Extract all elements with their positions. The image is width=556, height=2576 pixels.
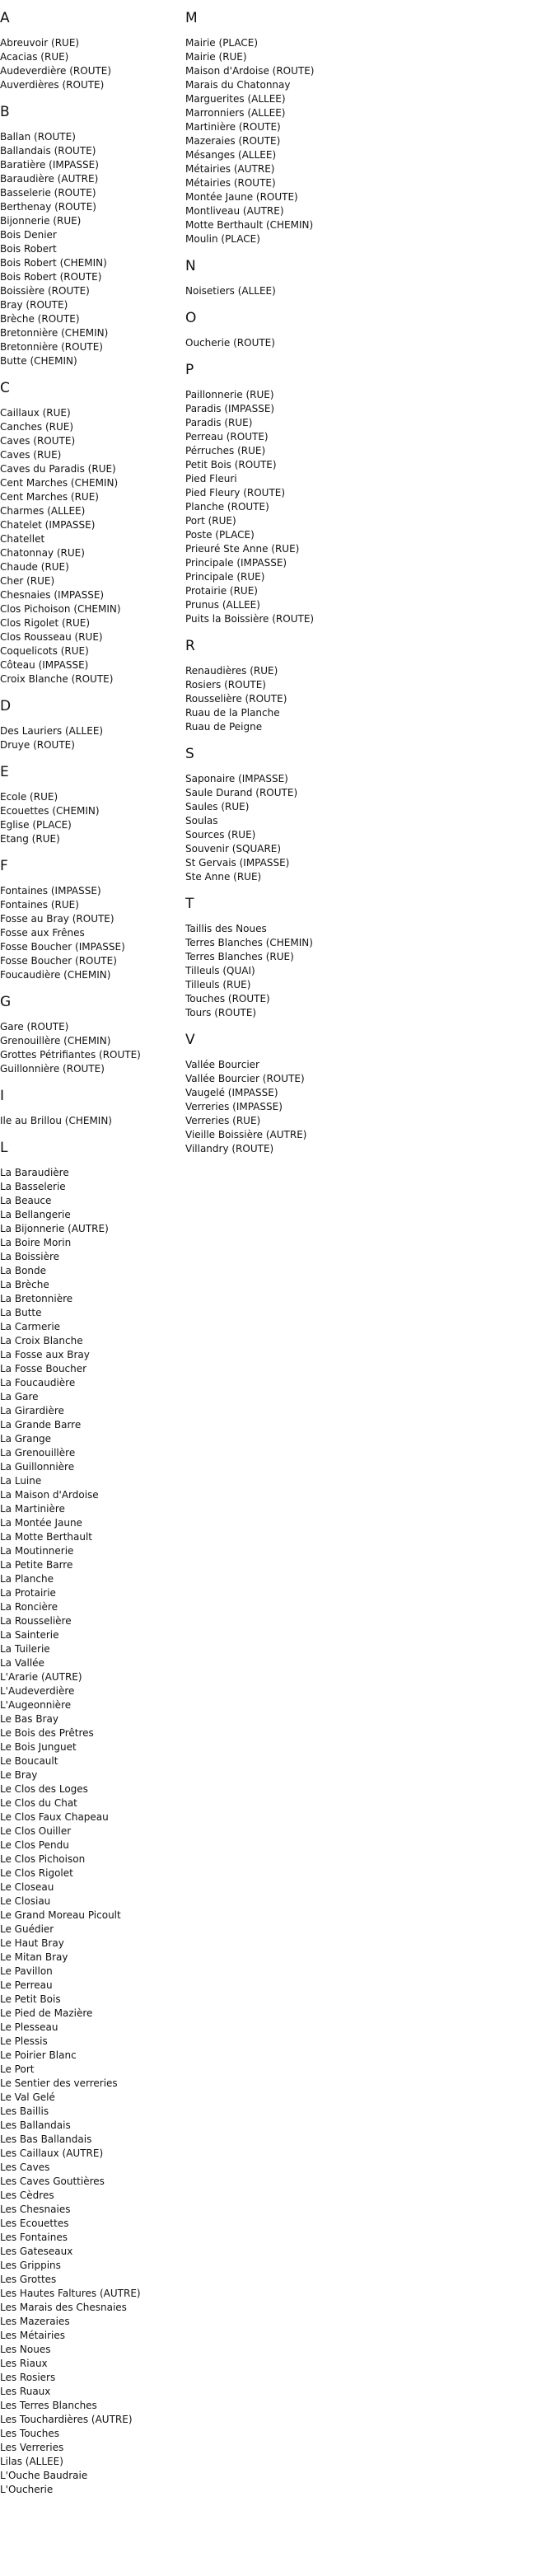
street-item[interactable]: Guillonnière (ROUTE) [0,1063,105,1075]
street-item[interactable]: Fosse Boucher (ROUTE) [0,955,117,967]
street-item[interactable]: Cent Marches (RUE) [0,491,99,503]
street-item[interactable]: Mairie (RUE) [185,51,247,63]
street-item[interactable]: Eglise (PLACE) [0,819,72,831]
letter-heading: D [0,698,12,714]
street-item[interactable]: La Gare [0,1391,39,1403]
street-item[interactable]: Gare (ROUTE) [0,1021,69,1033]
street-item[interactable]: La Rousselière [0,1615,72,1627]
street-list [185,1058,362,1156]
street-item[interactable]: Les Ecouettes [0,2218,69,2229]
street-list [185,664,362,734]
letter-group [0,380,177,686]
street-item[interactable]: Le Plesseau [0,2021,58,2033]
letter-heading: P [185,362,194,378]
street-item[interactable]: Prieuré Ste Anne (RUE) [185,543,300,555]
street-item[interactable]: Les Touches [0,2428,59,2439]
street-item[interactable]: Terres Blanches (RUE) [185,951,294,962]
street-item[interactable]: St Gervais (IMPASSE) [185,857,290,869]
letter-heading: L [0,1140,8,1156]
street-item[interactable]: La Bretonnière [0,1293,73,1304]
street-item[interactable]: La Foucaudière [0,1377,76,1389]
street-item[interactable]: Paradis (RUE) [185,417,253,429]
letter-heading: B [0,104,10,120]
letter-group [0,994,177,1076]
street-item[interactable]: Chaude (RUE) [0,561,69,573]
letter-heading: N [185,258,196,274]
street-item[interactable]: Vieille Boissière (AUTRE) [185,1129,307,1140]
street-item[interactable]: Moulin (PLACE) [185,233,260,245]
street-index-left-column [0,0,177,2497]
street-item[interactable]: Paillonnerie (RUE) [185,389,274,400]
letter-heading: V [185,1032,195,1048]
street-item[interactable]: Planche (ROUTE) [185,501,269,513]
street-item[interactable]: Le Mitan Bray [0,1951,68,1963]
street-item[interactable]: Poste (PLACE) [185,529,255,541]
street-item[interactable]: Le Petit Bois [0,1993,61,2005]
street-item[interactable]: Tilleuls (RUE) [185,979,251,991]
street-item[interactable]: Acacias (RUE) [0,51,69,63]
street-item[interactable]: Vaugelé (IMPASSE) [185,1087,278,1098]
street-item[interactable]: Berthenay (ROUTE) [0,201,96,213]
letter-group [0,698,177,752]
letter-group [185,310,362,350]
street-item[interactable]: Druye (ROUTE) [0,739,75,751]
street-item[interactable]: Les Noues [0,2344,51,2355]
street-item[interactable]: L'Audeverdière [0,1685,75,1697]
street-item[interactable]: Les Verreries [0,2442,64,2453]
street-item[interactable]: Grottes Pétrifiantes (ROUTE) [0,1049,141,1061]
street-item[interactable]: Boissière (ROUTE) [0,285,90,297]
street-index-right-column [185,0,362,1156]
letter-heading: T [185,896,194,912]
street-item[interactable]: La Baraudière [0,1167,69,1178]
letter-heading: F [0,858,8,874]
street-list [0,1020,177,1076]
letter-group [185,638,362,734]
street-list [185,772,362,884]
street-item[interactable]: La Protairie [0,1587,56,1599]
street-item[interactable]: Vallée Bourcier (ROUTE) [185,1073,305,1084]
street-item[interactable]: Le Clos Pichoison [0,1853,86,1865]
street-item[interactable]: Caves (ROUTE) [0,435,76,447]
street-item[interactable]: La Carmerie [0,1321,61,1332]
street-item[interactable]: La Planche [0,1573,54,1585]
street-item[interactable]: Ballan (ROUTE) [0,131,76,143]
street-item[interactable]: Petit Bois (ROUTE) [185,459,277,471]
letter-heading: C [0,380,10,396]
letter-group [0,104,177,368]
street-item[interactable]: Baratière (IMPASSE) [0,159,99,171]
street-item[interactable]: Les Rosiers [0,2372,56,2383]
street-item[interactable]: Des Lauriers (ALLEE) [0,725,104,737]
street-item[interactable]: La Montée Jaune [0,1517,82,1529]
street-item[interactable]: Le Bas Bray [0,1713,58,1725]
letter-heading: G [0,994,12,1010]
street-item[interactable]: Canches (RUE) [0,421,74,433]
street-item[interactable]: Montée Jaune (ROUTE) [185,191,298,203]
street-item[interactable]: La Grande Barre [0,1419,82,1431]
street-item[interactable]: Ballandais (ROUTE) [0,145,96,157]
street-item[interactable]: Le Clos Ouiller [0,1825,72,1837]
street-item[interactable]: L'Ouche Baudraie [0,2470,88,2481]
street-item[interactable]: Bretonnière (CHEMIN) [0,327,109,339]
street-item[interactable]: Le Clos Faux Chapeau [0,1811,109,1823]
letter-group [0,858,177,982]
street-item[interactable]: Le Val Gelé [0,2091,55,2103]
street-item[interactable]: Ecouettes (CHEMIN) [0,805,100,817]
street-item[interactable]: Les Grottes [0,2274,57,2285]
street-item[interactable]: Montliveau (AUTRE) [185,205,284,217]
street-item[interactable]: Le Bois Junguet [0,1741,77,1753]
street-item[interactable]: Le Bois des Prêtres [0,1727,94,1739]
street-item[interactable]: Butte (CHEMIN) [0,355,77,367]
street-item[interactable]: Les Ballandais [0,2119,71,2131]
street-item[interactable]: Chatonnay (RUE) [0,547,85,559]
street-item[interactable]: Le Clos des Loges [0,1783,88,1795]
street-item[interactable]: Prunus (ALLEE) [185,599,260,611]
street-item[interactable]: Les Fontaines [0,2232,68,2243]
street-item[interactable]: Mairie (PLACE) [185,37,259,49]
street-item[interactable]: Bois Robert (ROUTE) [0,271,102,283]
street-item[interactable]: La Grange [0,1433,52,1445]
street-item[interactable]: Basselerie (ROUTE) [0,187,96,199]
street-item[interactable]: Chatellet [0,533,45,545]
street-item[interactable]: Le Closeau [0,1881,54,1893]
street-item[interactable]: Le Perreau [0,1979,53,1991]
letter-heading: R [185,638,195,654]
street-item[interactable]: Etang (RUE) [0,833,60,845]
letter-group [185,746,362,884]
street-item[interactable]: Les Métairies [0,2330,65,2341]
street-item[interactable]: L'Oucherie [0,2484,54,2495]
letter-group [0,10,177,92]
street-item[interactable]: La Bellangerie [0,1209,71,1220]
street-item[interactable]: Touches (ROUTE) [185,993,270,1005]
letter-group [185,10,362,246]
street-item[interactable]: Les Caves Gouttières [0,2176,105,2187]
letter-group [0,1088,177,1128]
street-item[interactable]: Le Plessis [0,2035,48,2047]
street-item[interactable]: Tours (ROUTE) [185,1007,257,1019]
street-item[interactable]: Cher (RUE) [0,575,55,587]
street-item[interactable]: La Basselerie [0,1181,66,1192]
street-item[interactable]: La Butte [0,1307,42,1318]
street-item[interactable]: Port (RUE) [185,515,236,527]
letter-heading: I [0,1088,5,1104]
street-item[interactable]: Mazeraies (ROUTE) [185,135,281,147]
street-item[interactable]: La Beauce [0,1195,52,1206]
street-item[interactable]: Ste Anne (RUE) [185,871,262,883]
street-item[interactable]: L'Augeonnière [0,1699,72,1711]
street-item[interactable]: Le Guédier [0,1923,54,1935]
street-item[interactable]: La Boissière [0,1251,60,1262]
street-item[interactable]: Pied Fleuri [185,473,237,485]
street-item[interactable]: Vallée Bourcier [185,1059,259,1070]
street-item[interactable]: La Moutinnerie [0,1545,74,1557]
street-item[interactable]: Perreau (ROUTE) [185,431,269,443]
street-item[interactable]: Clos Pichoison (CHEMIN) [0,603,121,615]
street-item[interactable]: Clos Rigolet (RUE) [0,617,91,629]
letter-heading: E [0,764,9,780]
street-item[interactable]: Croix Blanche (ROUTE) [0,673,114,685]
street-list [185,284,362,298]
street-item[interactable]: Tilleuls (QUAI) [185,965,255,977]
street-item[interactable]: Les Caves [0,2161,50,2173]
letter-heading: A [0,10,10,26]
street-item[interactable]: Ruau de Peigne [185,721,263,733]
street-item[interactable]: Les Bas Ballandais [0,2133,92,2145]
street-item[interactable]: Le Haut Bray [0,1937,64,1949]
street-list [0,1114,177,1128]
street-item[interactable]: Le Grand Moreau Picoult [0,1909,121,1921]
street-item[interactable]: La Tuilerie [0,1643,50,1655]
letter-group [185,258,362,298]
street-item[interactable]: La Bonde [0,1265,47,1276]
street-item[interactable]: La Guillonnière [0,1461,75,1473]
street-item[interactable]: Chatelet (IMPASSE) [0,519,96,531]
street-item[interactable]: La Brèche [0,1279,49,1290]
street-item[interactable]: Bretonnière (ROUTE) [0,341,103,353]
street-list [0,724,177,752]
street-item[interactable]: Terres Blanches (CHEMIN) [185,937,313,948]
street-item[interactable]: Baraudière (AUTRE) [0,173,99,185]
street-item[interactable]: Le Clos Rigolet [0,1867,73,1879]
street-item[interactable]: Principale (IMPASSE) [185,557,287,569]
street-item[interactable]: La Petite Barre [0,1559,73,1571]
street-item[interactable]: Auverdières (ROUTE) [0,79,105,91]
street-item[interactable]: Le Boucault [0,1755,58,1767]
street-item[interactable]: Marronniers (ALLEE) [185,107,286,119]
street-item[interactable]: Principale (RUE) [185,571,265,583]
street-item[interactable]: Fontaines (IMPASSE) [0,885,101,897]
street-item[interactable]: Les Mazeraies [0,2316,70,2327]
street-item[interactable]: Les Chesnaies [0,2204,71,2215]
street-item[interactable]: Côteau (IMPASSE) [0,659,89,671]
street-item[interactable]: Bois Denier [0,229,57,241]
street-item[interactable]: Oucherie (ROUTE) [185,337,275,349]
letter-group [185,362,362,626]
street-item[interactable]: Martinière (ROUTE) [185,121,281,133]
street-item[interactable]: Le Sentier des verreries [0,2077,118,2089]
street-list [185,36,362,246]
street-list [0,130,177,368]
street-item[interactable]: Le Pied de Mazière [0,2007,93,2019]
street-item[interactable]: Ruau de la Planche [185,707,280,719]
street-item[interactable]: La Boire Morin [0,1237,72,1248]
street-item[interactable]: Le Port [0,2063,35,2075]
street-item[interactable]: Pied Fleury (ROUTE) [185,487,286,499]
street-list [185,922,362,1020]
street-item[interactable]: Caves du Paradis (RUE) [0,463,116,475]
street-item[interactable]: Rosiers (ROUTE) [185,679,266,691]
street-item[interactable]: Cent Marches (CHEMIN) [0,477,119,489]
street-item[interactable]: La Roncière [0,1601,58,1613]
street-item[interactable]: Métairies (ROUTE) [185,177,276,189]
street-item[interactable]: Les Marais des Chesnaies [0,2302,127,2313]
street-item[interactable]: Abreuvoir (RUE) [0,37,80,49]
street-item[interactable]: Fosse au Bray (ROUTE) [0,913,114,925]
street-item[interactable]: Fontaines (RUE) [0,899,79,911]
street-item[interactable]: Ecole (RUE) [0,791,58,803]
street-item[interactable]: Rousselière (ROUTE) [185,693,287,705]
street-item[interactable]: Caillaux (RUE) [0,407,71,419]
street-item[interactable]: Bois Robert (CHEMIN) [0,257,107,269]
street-item[interactable]: Les Ruaux [0,2386,51,2397]
street-item[interactable]: Fosse aux Frênes [0,927,85,939]
street-item[interactable]: Les Riaux [0,2358,48,2369]
street-item[interactable]: Bois Robert [0,243,57,255]
street-item[interactable]: La Grenouillère [0,1447,76,1459]
street-item[interactable]: Marguerites (ALLEE) [185,93,286,105]
street-item[interactable]: Villandry (ROUTE) [185,1143,274,1155]
street-item[interactable]: Renaudières (RUE) [185,665,278,677]
street-list [0,884,177,982]
street-item[interactable]: Sources (RUE) [185,829,256,841]
street-item[interactable]: Noisetiers (ALLEE) [185,285,276,297]
street-item[interactable]: Les Gateseaux [0,2246,73,2257]
street-list [0,406,177,686]
street-item[interactable]: La Sainterie [0,1629,59,1641]
street-item[interactable]: Chesnaies (IMPASSE) [0,589,105,601]
street-item[interactable]: Audeverdière (ROUTE) [0,65,112,77]
street-item[interactable]: Saules (RUE) [185,801,250,813]
street-item[interactable]: Les Baillis [0,2105,49,2117]
letter-group [0,1140,177,2497]
street-item[interactable]: La Maison d'Ardoise [0,1489,99,1501]
street-list [185,388,362,626]
street-list [0,36,177,92]
street-item[interactable]: Paradis (IMPASSE) [185,403,275,415]
street-item[interactable]: Les Cèdres [0,2190,54,2201]
street-item[interactable]: Saponaire (IMPASSE) [185,773,288,785]
letter-group [0,764,177,846]
street-item[interactable]: La Fosse aux Bray [0,1349,90,1361]
street-item[interactable]: Caves (RUE) [0,449,62,461]
street-item[interactable]: Le Bray [0,1769,38,1781]
street-item[interactable]: Pérruches (RUE) [185,445,266,457]
street-item[interactable]: Saule Durand (ROUTE) [185,787,298,799]
street-item[interactable]: Le Poirier Blanc [0,2049,77,2061]
street-item[interactable]: Verreries (RUE) [185,1115,261,1126]
street-item[interactable]: La Fosse Boucher [0,1363,87,1375]
street-item[interactable]: Les Caillaux (AUTRE) [0,2147,104,2159]
street-item[interactable]: Grenouillère (CHEMIN) [0,1035,111,1047]
street-item[interactable]: La Martinière [0,1503,65,1515]
street-item[interactable]: Bijonnerie (RUE) [0,215,82,227]
street-item[interactable]: Bray (ROUTE) [0,299,68,311]
street-item[interactable]: Fosse Boucher (IMPASSE) [0,941,125,953]
street-item[interactable]: Les Hautes Faltures (AUTRE) [0,2288,141,2299]
letter-heading: M [185,10,198,26]
street-item[interactable]: La Vallée [0,1657,44,1669]
street-item[interactable]: Verreries (IMPASSE) [185,1101,283,1112]
street-list [0,790,177,846]
street-item[interactable]: Protairie (RUE) [185,585,258,597]
street-list [185,336,362,350]
street-item[interactable]: L'Ararie (AUTRE) [0,1671,82,1683]
street-item[interactable]: La Croix Blanche [0,1335,83,1347]
street-item[interactable]: Métairies (AUTRE) [185,163,275,175]
street-item[interactable]: Le Pavillon [0,1965,53,1977]
street-item[interactable]: Ile au Brillou (CHEMIN) [0,1115,112,1126]
street-item[interactable]: Coquelicots (RUE) [0,645,89,657]
street-item[interactable]: Les Touchardières (AUTRE) [0,2414,133,2425]
street-list [0,1166,177,2497]
street-item[interactable]: La Luine [0,1475,42,1487]
street-item[interactable]: Motte Berthault (CHEMIN) [185,219,314,231]
letter-heading: S [185,746,194,762]
street-item[interactable]: Les Grippins [0,2260,61,2271]
street-item[interactable]: Taillis des Noues [185,923,267,934]
street-item[interactable]: Clos Rousseau (RUE) [0,631,103,643]
street-item[interactable]: La Motte Berthault [0,1531,93,1543]
street-item[interactable]: La Bijonnerie (AUTRE) [0,1223,109,1234]
street-item[interactable]: Puits la Boissière (ROUTE) [185,613,315,625]
street-item[interactable]: Foucaudière (CHEMIN) [0,969,111,981]
street-item[interactable]: Soulas [185,815,218,827]
street-item[interactable]: Le Closiau [0,1895,51,1907]
street-item[interactable]: Charmes (ALLEE) [0,505,86,517]
street-item[interactable]: Brèche (ROUTE) [0,313,80,325]
street-item[interactable]: Les Terres Blanches [0,2400,97,2411]
letter-heading: O [185,310,197,326]
street-item[interactable]: Le Clos du Chat [0,1797,77,1809]
street-item[interactable]: Mésanges (ALLEE) [185,149,277,161]
street-item[interactable]: Souvenir (SQUARE) [185,843,282,855]
street-item[interactable]: La Girardière [0,1405,64,1417]
street-item[interactable]: Le Clos Pendu [0,1839,69,1851]
street-item[interactable]: Maison d'Ardoise (ROUTE) [185,65,315,77]
letter-group [185,1032,362,1156]
street-item[interactable]: Marais du Chatonnay [185,79,291,91]
street-item[interactable]: Lilas (ALLEE) [0,2456,63,2467]
letter-group [185,896,362,1020]
